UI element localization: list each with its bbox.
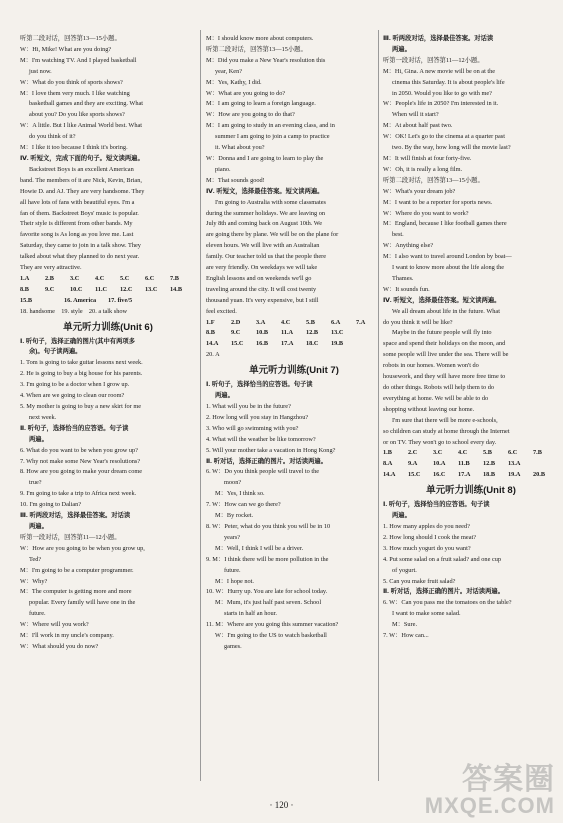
text-line: I'm going to Australia with some classmates bbox=[215, 198, 326, 206]
section-header: Ⅱ. 听对话，选择正确的图片。对话读两遍。 bbox=[383, 588, 504, 596]
text-line: 5. Will your mother take a vacation in Hong Kong? bbox=[206, 446, 336, 454]
text-line: piano. bbox=[215, 165, 231, 173]
answer-item: 7.B bbox=[170, 274, 179, 282]
answer-item: 8.B bbox=[206, 329, 215, 337]
text-line: shopping without leaving our home. bbox=[383, 405, 475, 413]
answer-item: 11.A bbox=[281, 329, 294, 337]
text-line: M：I like it too because I think it's boring. bbox=[20, 144, 128, 152]
text-line: M：Did you make a New Year's resolution this bbox=[206, 56, 326, 64]
column-divider-1 bbox=[200, 30, 201, 781]
answer-item: 14.A bbox=[383, 471, 396, 479]
text-line: 6. W：Do you think people will travel to the bbox=[206, 468, 320, 476]
text-line: M：Yes, I think so. bbox=[215, 490, 265, 498]
text-line: W：Where will you work? bbox=[20, 621, 89, 629]
text-line: true? bbox=[29, 479, 42, 487]
text-line: I want to make some salad. bbox=[392, 610, 461, 618]
text-line: 5. My mother is going to buy a new skirt for me bbox=[20, 403, 142, 410]
answer-item: 15.C bbox=[408, 471, 421, 479]
text-line: W：Anything else? bbox=[383, 242, 434, 250]
text-line: W：People's life in 2050? I'm interested in it. bbox=[383, 100, 499, 108]
text-line: 7. W：How can... bbox=[383, 632, 429, 640]
text-line: W：What's your dream job? bbox=[383, 187, 456, 195]
text-line: M：That sounds good! bbox=[206, 176, 265, 184]
answer-item: 6.A bbox=[331, 318, 341, 326]
text-line: 7. Why not make some New Year's resolutions? bbox=[20, 457, 141, 465]
text-line: Their style is different from other bands. My bbox=[20, 220, 133, 228]
answer-item: 3.A bbox=[256, 318, 266, 326]
text-line: are very friendly. On weekdays we will take bbox=[206, 264, 318, 272]
text-line: W：Hi, Mike! What are you doing? bbox=[20, 45, 112, 53]
section-header: 两遍。 bbox=[29, 522, 48, 530]
text-line: W：What do you think of sports shows? bbox=[20, 78, 123, 86]
text-line: When will it start? bbox=[392, 111, 439, 119]
text-line: in 2050. Would you like to go with me? bbox=[392, 89, 492, 97]
section-header: 两遍。 bbox=[392, 512, 411, 520]
answer-item: 13.C bbox=[145, 285, 158, 293]
answer-item: 3.C bbox=[433, 449, 443, 457]
text-line: housework, and they will have more free time to bbox=[383, 373, 506, 381]
text-line: M：I should know more about computers. bbox=[206, 35, 314, 42]
text-line: W：Where do you want to work? bbox=[383, 209, 469, 217]
text-line: M：I am going to study in an evening class, and in bbox=[206, 122, 335, 130]
text-line: everything at home. We will be able to do bbox=[383, 394, 489, 402]
text-line: do you think it will be like? bbox=[383, 318, 453, 326]
text-line: cinema this Saturday. It is about people's life bbox=[392, 78, 505, 86]
text-line: 8. How are you going to make your dream come bbox=[20, 468, 143, 476]
text-line: games. bbox=[224, 642, 242, 650]
text-line: W：OK! Let's go to the cinema at a quarter past bbox=[383, 133, 505, 141]
watermark-url: MXQE.COM bbox=[424, 793, 555, 818]
text-line: 听第一段对话，回答第11—12小题。 bbox=[383, 56, 484, 64]
answer-item: 2.D bbox=[231, 318, 241, 326]
text-line: fan of them. Backstreet Boys' music is popular. bbox=[20, 209, 139, 217]
text-line: 1. What will you be in the future? bbox=[206, 403, 291, 410]
answer-item: 3.C bbox=[70, 274, 80, 282]
text-line: 20. A bbox=[206, 351, 220, 359]
answer-item: 11.C bbox=[95, 285, 108, 293]
text-line: I'm sure that there will be more e-schools, bbox=[392, 416, 498, 424]
text-line: starts in half an hour. bbox=[224, 610, 277, 618]
text-line: 1. Tom is going to take guitar lessons next week. bbox=[20, 359, 143, 367]
text-line: W：I'm going to the US to watch basketball bbox=[215, 632, 327, 640]
watermark bbox=[425, 765, 555, 817]
text-line: I want to know more about the life along the bbox=[392, 264, 505, 272]
text-line: 10. W：Hurry up. You are late for school today. bbox=[206, 588, 328, 596]
text-line: Ted? bbox=[29, 555, 42, 563]
text-line: years? bbox=[224, 533, 241, 541]
text-line: do other things. Robots will help them to do bbox=[383, 384, 495, 391]
text-line: 听第一段对话，回答第11—12小题。 bbox=[20, 533, 121, 541]
text-line: Howie D. and AJ. They are very handsome. They bbox=[20, 187, 145, 195]
text-line: are going there by plane. We will be on the plane for bbox=[206, 231, 339, 239]
answer-item: 10.A bbox=[433, 460, 446, 468]
answer-item: 2.B bbox=[45, 274, 54, 282]
section-header: 两遍。 bbox=[392, 45, 411, 53]
text-line: M：The computer is getting more and more bbox=[20, 588, 132, 596]
text-line: space and spend their holidays on the moon, and bbox=[383, 340, 506, 348]
text-line: summer I am going to join a camp to practice bbox=[215, 133, 330, 141]
text-line: W：What are you going to do? bbox=[206, 89, 286, 97]
text-line: talked about what they planned to do next year. bbox=[20, 253, 140, 261]
text-line: it. What about you? bbox=[215, 144, 265, 152]
answer-item: 8.A bbox=[383, 460, 393, 468]
text-line: W：Why? bbox=[20, 577, 48, 585]
answer-item: 6.C bbox=[145, 274, 155, 282]
text-line: 6. W：Can you pass me the tomatoes on the table? bbox=[383, 599, 512, 607]
text-line: M：At about half past two. bbox=[383, 122, 453, 130]
text-line: M：Sure. bbox=[392, 621, 418, 629]
answer-row bbox=[20, 274, 196, 285]
text-line: 4. What will the weather be like tomorrow? bbox=[206, 435, 316, 443]
answer-item: 20.B bbox=[533, 471, 546, 479]
text-line: 18. handsome 19. style 20. a talk show bbox=[20, 307, 128, 315]
text-line: M：I'll work in my uncle's company. bbox=[20, 632, 114, 640]
answer-item: 12.B bbox=[306, 329, 319, 337]
text-line: 2. How long should I cook the meat? bbox=[383, 533, 477, 541]
text-line: future. bbox=[29, 610, 46, 618]
text-line: 2. How long will you stay in Hangzhou? bbox=[206, 413, 309, 421]
text-line: during the summer holidays. We are leaving on bbox=[206, 209, 325, 217]
answer-item: 1.F bbox=[206, 318, 215, 326]
text-line: M：Hi, Gina. A new movie will be on at the bbox=[383, 67, 496, 75]
text-line: all have lots of fans with beautiful eyes. I'm a bbox=[20, 198, 135, 206]
section-header: 余)。句子读两遍。 bbox=[29, 348, 82, 356]
answer-item: 7.A bbox=[356, 318, 366, 326]
text-line: W：How are you going to do that? bbox=[206, 111, 295, 119]
answer-item: 12.B bbox=[483, 460, 496, 468]
answer-item: 8.B bbox=[20, 285, 29, 293]
text-line: band. The members of it are Nick, Kevin, Brian, bbox=[20, 176, 142, 184]
section-header: Ⅲ. 听两段对话，选择最佳答案。对话读 bbox=[20, 512, 131, 520]
text-line: M：I hope not. bbox=[215, 577, 255, 585]
text-line: 听第二段对话，回答第13—15小题。 bbox=[20, 35, 121, 42]
section-header: Ⅳ. 听短文，选择最佳答案。短文读两遍。 bbox=[383, 296, 501, 304]
answer-item: 19.A bbox=[508, 471, 521, 479]
answer-item: 4.C bbox=[95, 274, 105, 282]
answer-item: 5.C bbox=[120, 274, 130, 282]
column-1 bbox=[20, 34, 196, 653]
text-line: M：It will finish at four forty-five. bbox=[383, 154, 472, 162]
text-line: Saturday, they came to join in a talk show. They bbox=[20, 242, 141, 250]
text-line: traveling around the city. It will cost twenty bbox=[206, 285, 317, 293]
section-header: Ⅱ. 听句子，选择恰当的应答语。句子读 bbox=[20, 424, 129, 432]
answer-item: 14.B bbox=[170, 285, 183, 293]
answer-item: 15.C bbox=[231, 340, 244, 348]
unit-title: 单元听力训练(Unit 8) bbox=[426, 485, 516, 497]
text-line: robots in our homes. Women won't do bbox=[383, 362, 479, 370]
answer-item: 17. five/5 bbox=[108, 296, 133, 304]
text-line: Thames. bbox=[392, 274, 414, 282]
answer-item: 1.B bbox=[383, 449, 392, 457]
text-line: 3. How much yogurt do you want? bbox=[383, 544, 471, 552]
text-line: 7. W：How can we go there? bbox=[206, 501, 281, 509]
answer-row bbox=[383, 470, 559, 481]
text-line: do you think of it? bbox=[29, 133, 76, 141]
answer-row bbox=[383, 448, 559, 459]
text-line: W：Oh, it is really a long film. bbox=[383, 165, 463, 173]
answer-item: 19.B bbox=[331, 340, 344, 348]
text-line: 6. What do you want to be when you grow up? bbox=[20, 446, 138, 454]
text-line: M：I want to be a reporter for sports news. bbox=[383, 198, 493, 206]
text-line: W：It sounds fun. bbox=[383, 285, 430, 293]
text-line: W：A little. But I like Animal World best. What bbox=[20, 122, 143, 130]
answer-row bbox=[206, 318, 382, 329]
text-line: 听第二段对话，回答第13—15小题。 bbox=[383, 176, 484, 184]
section-header: 两遍。 bbox=[29, 435, 48, 443]
section-header: Ⅳ. 听短文，完成下面的句子。短文读两遍。 bbox=[20, 154, 144, 162]
section-header: Ⅰ. 听句子，选择恰当的应答语。句子读 bbox=[206, 381, 313, 389]
text-line: W：How are you going to be when you grow up, bbox=[20, 544, 145, 552]
section-header: 两遍。 bbox=[215, 392, 234, 400]
answer-item: 6.C bbox=[508, 449, 518, 457]
answer-item: 9.C bbox=[231, 329, 241, 337]
answer-item: 18.B bbox=[483, 471, 496, 479]
page-number: · 120 · bbox=[269, 800, 294, 810]
answer-item: 10.B bbox=[256, 329, 269, 337]
text-line: thousand yuan. It's very expensive, but I still bbox=[206, 296, 319, 304]
answer-item: 2.C bbox=[408, 449, 418, 457]
answer-item: 18.C bbox=[306, 340, 319, 348]
text-line: M：Mum, it's just half past seven. School bbox=[215, 599, 322, 607]
answer-item: 13.C bbox=[331, 329, 344, 337]
section-header: Ⅲ. 听两段对话，选择最佳答案。对话读 bbox=[383, 35, 494, 42]
answer-item: 16.B bbox=[256, 340, 269, 348]
text-line: 10. I'm going to Dalian? bbox=[20, 501, 82, 509]
section-header: Ⅳ. 听短文，选择最佳答案。短文读两遍。 bbox=[206, 187, 324, 195]
text-line: M：I'm going to be a computer programmer. bbox=[20, 566, 134, 574]
answer-item: 9.A bbox=[408, 460, 418, 468]
answer-item: 13.A bbox=[508, 460, 521, 468]
answer-item: 17.A bbox=[458, 471, 471, 479]
section-header: Ⅱ. 听对话，选择正确的图片。对话读两遍。 bbox=[206, 457, 327, 465]
text-line: 4. Put some salad on a fruit salad? and one cup bbox=[383, 555, 502, 563]
text-line: popular. Every family will have one in the bbox=[29, 599, 136, 607]
answer-item: 4.C bbox=[458, 449, 468, 457]
text-line: next week. bbox=[29, 413, 57, 421]
text-line: 3. Who will go swimming with you? bbox=[206, 424, 299, 432]
text-line: 听第二段对话，回答第13—15小题。 bbox=[206, 45, 307, 53]
unit-title: 单元听力训练(Unit 6) bbox=[63, 321, 153, 333]
section-header: Ⅰ. 听句子，选择正确的图片(其中有两项多 bbox=[20, 337, 135, 345]
text-line: 8. W：Peter, what do you think you will be in 10 bbox=[206, 522, 331, 530]
text-line: favorite song is As long as you love me. Last bbox=[20, 231, 134, 239]
watermark-title: 答案圈 bbox=[462, 763, 555, 796]
text-line: M：I love them very much. I like watching bbox=[20, 89, 130, 97]
answer-item: 11.B bbox=[458, 460, 470, 468]
text-line: just now. bbox=[29, 67, 52, 75]
text-line: M：Well, I think I will be a driver. bbox=[215, 544, 304, 552]
answer-item: 7.B bbox=[533, 449, 542, 457]
text-line: 1. How many apples do you need? bbox=[383, 522, 470, 530]
answer-item: 17.A bbox=[281, 340, 294, 348]
text-line: July 8th and coming back on August 10th. We bbox=[206, 220, 323, 228]
section-header: Ⅰ. 听句子，选择恰当的应答语。句子读 bbox=[383, 501, 490, 509]
text-line: Maybe in the future people will fly into bbox=[392, 329, 492, 337]
answer-item: 4.C bbox=[281, 318, 291, 326]
text-line: two. By the way, how long will the movie last? bbox=[392, 144, 511, 152]
text-line: feel excited. bbox=[206, 307, 237, 315]
text-line: family. Our teacher told us that the people there bbox=[206, 253, 327, 261]
text-line: Backstreet Boys is an excellent American bbox=[29, 165, 134, 173]
answer-row bbox=[383, 459, 559, 470]
text-line: eleven hours. We will live with an Australian bbox=[206, 242, 320, 250]
text-line: or on TV. They won't go to school every day. bbox=[383, 438, 497, 446]
answer-row bbox=[20, 285, 196, 296]
text-line: M：I'm watching TV. And I played basketball bbox=[20, 56, 137, 64]
text-line: 9. I'm going to take a trip to Africa next week. bbox=[20, 490, 137, 498]
text-line: so children can study at home through the Internet bbox=[383, 427, 510, 435]
text-line: some people will live under the sea. There will be bbox=[383, 351, 509, 359]
answer-item: 9.C bbox=[45, 285, 55, 293]
answer-item: 16. America bbox=[64, 296, 97, 304]
text-line: moon? bbox=[224, 479, 242, 487]
text-line: 2. He is going to buy a big house for his parents. bbox=[20, 370, 143, 378]
answer-item: 12.C bbox=[120, 285, 133, 293]
text-line: M：By rocket. bbox=[215, 512, 254, 520]
text-line: future. bbox=[224, 566, 241, 574]
text-line: M：England, because I like football games there bbox=[383, 220, 507, 228]
text-line: W：What should you do now? bbox=[20, 642, 99, 650]
answer-item: 14.A bbox=[206, 340, 219, 348]
text-line: best. bbox=[392, 231, 404, 239]
answer-item: 10.C bbox=[70, 285, 83, 293]
answer-item: 15.B bbox=[20, 296, 33, 304]
text-line: 5. Can you make fruit salad? bbox=[383, 577, 456, 585]
column-3 bbox=[383, 34, 559, 642]
text-line: M：I also want to travel around London by boat— bbox=[383, 253, 512, 261]
text-line: 4. When are we going to clean our room? bbox=[20, 392, 125, 400]
text-line: about you? Do you like sports shows? bbox=[29, 111, 125, 119]
text-line: 11. M：Where are you going this summer vacation? bbox=[206, 621, 339, 629]
text-line: of yogurt. bbox=[392, 566, 417, 574]
text-line: basketball games and they are exciting. What bbox=[29, 100, 144, 108]
answer-row bbox=[20, 296, 196, 307]
text-line: English lessons and on weekends we'll go bbox=[206, 274, 312, 282]
text-line: 9. M：I think there will be more pollution in the bbox=[206, 555, 329, 563]
answer-item: 5.B bbox=[483, 449, 492, 457]
text-line: M：Yes, Kathy, I did. bbox=[206, 78, 262, 86]
text-line: W：Donna and I are going to learn to play the bbox=[206, 154, 324, 162]
answer-row bbox=[206, 339, 382, 350]
text-line: 3. I'm going to be a doctor when I grow up. bbox=[20, 381, 130, 389]
answer-item: 5.B bbox=[306, 318, 315, 326]
answer-item: 16.C bbox=[433, 471, 446, 479]
answer-item: 1.A bbox=[20, 274, 30, 282]
text-line: M：I am going to learn a foreign language. bbox=[206, 100, 316, 108]
text-line: year, Ken? bbox=[215, 67, 243, 75]
answer-row bbox=[206, 328, 382, 339]
column-2 bbox=[206, 34, 382, 653]
unit-title: 单元听力训练(Unit 7) bbox=[249, 365, 339, 377]
text-line: We all dream about life in the future. What bbox=[392, 307, 500, 315]
text-line: They are very attractive. bbox=[20, 264, 82, 272]
